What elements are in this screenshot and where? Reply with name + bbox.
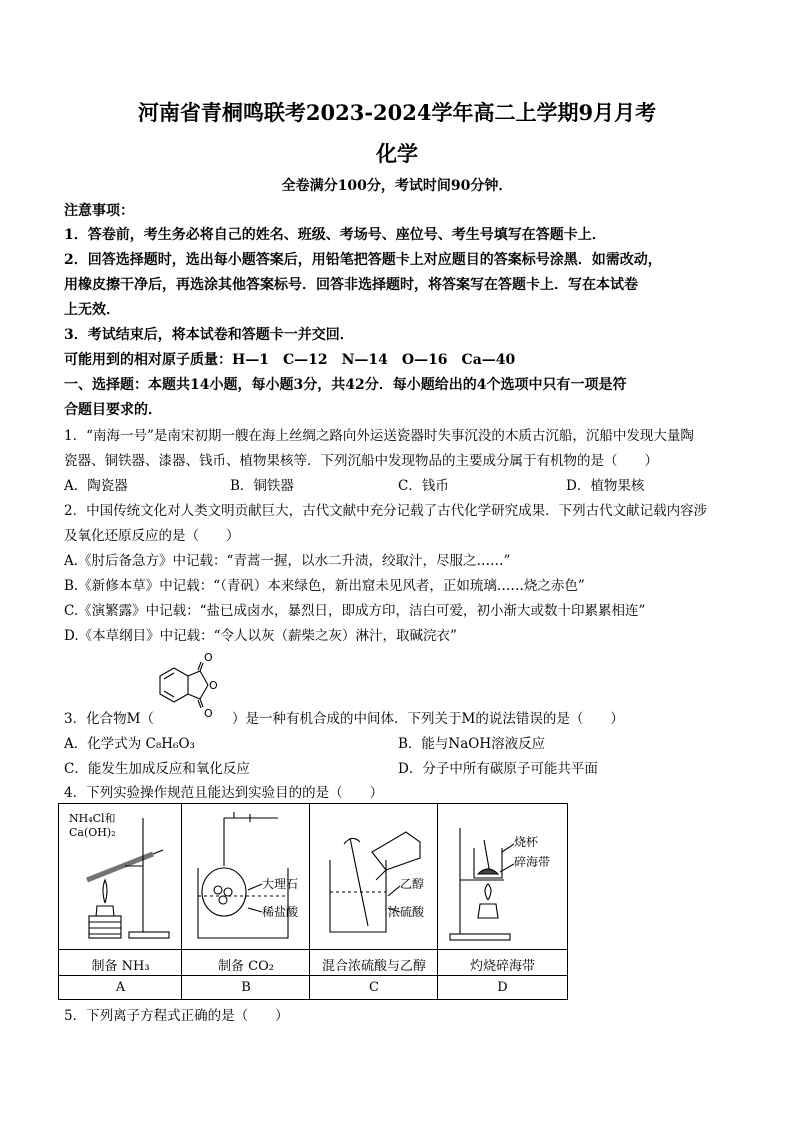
q1-stem-line-2: 瓷器、铜铁器、漆器、钱币、植物果核等．下列沉船中发现物品的主要成分属于有机物的是（ ）	[64, 453, 658, 469]
section-1-heading-line-1: 一、选择题：本题共14小题，每小题3分，共42分．每小题给出的4个选项中只有一项是符	[64, 377, 627, 393]
letter-b: B	[241, 980, 251, 995]
caption-a: 制备 NH₃	[91, 959, 150, 974]
q5-stem: 5．下列离子方程式正确的是（ ）	[64, 1008, 289, 1024]
apparatus-c-label-acid: 浓硫酸	[388, 905, 425, 919]
q3-stem-start: 3．化合物M（	[64, 711, 154, 727]
ring-oxygen: O	[209, 679, 218, 692]
notes-item-2-line-2: 用橡皮擦干净后，再选涂其他答案标号．回答非选择题时，将答案写在答题卡上．写在本试卷	[64, 277, 638, 293]
caption-c: 混合浓硫酸与乙醇	[321, 959, 426, 974]
q3-option-d: D．分子中所有碳原子可能共平面	[398, 761, 598, 777]
notes-item-2-line-1: 2．回答选择题时，选出每小题答案后，用铅笔把答题卡上对应题目的答案标号涂黑．如需改动，	[64, 252, 662, 268]
q2-stem-line-1: 2．中国传统文化对人类文明贡献巨大，古代文献中充分记载了古代化学研究成果．下列古代文献记载内容涉	[64, 503, 708, 519]
apparatus-d-label-beaker: 烧杯	[514, 835, 539, 849]
q2-option-d: D.《本草纲目》中记载：“令人以灰（薪柴之灰）淋汁，取碱浣衣”	[64, 628, 457, 644]
q1-option-a: A．陶瓷器	[64, 478, 128, 494]
q3-option-b: B．能与NaOH溶液反应	[398, 736, 546, 752]
apparatus-b-figure	[188, 808, 308, 946]
section-1-heading-line-2: 合题目要求的．	[64, 402, 162, 418]
notes-heading: 注意事项：	[64, 203, 134, 219]
page-title: 河南省青桐鸣联考2023-2024学年高二上学期9月月考	[137, 100, 657, 125]
notes-item-3: 3．考试结束后，将本试卷和答题卡一并交回．	[64, 327, 354, 343]
caption-d: 灼烧碎海带	[469, 959, 535, 974]
q2-option-c: C.《演繁露》中记载：“盐已成卤水，暴烈日，即成方印，洁白可爱，初小渐大或数十印累累相连”	[64, 603, 646, 619]
q3-option-c: C．能发生加成反应和氧化反应	[64, 761, 250, 777]
apparatus-c-label-ethanol: 乙醇	[400, 877, 425, 891]
subject-title: 化学	[376, 141, 418, 166]
q2-option-b: B.《新修本草》中记载：“（青矾）本来绿色，新出窟未见风者，正如琉璃……烧之赤色”	[64, 578, 585, 594]
letter-c: C	[369, 980, 379, 995]
q3-stem-end: ）是一种有机合成的中间体．下列关于M的说法错误的是（ ）	[232, 711, 624, 727]
apparatus-a-label-line-1: NH₄Cl和	[69, 812, 116, 825]
q3-option-a: A．化学式为 C₈H₆O₃	[64, 736, 195, 752]
letter-a: A	[115, 980, 126, 995]
compound-m-structure	[150, 650, 230, 722]
apparatus-b-label-marble: 大理石	[262, 877, 299, 891]
apparatus-c-figure	[316, 808, 436, 946]
carbonyl-oxygen-top: O	[204, 651, 213, 664]
notes-item-1: 1．答卷前，考生务必将自己的姓名、班级、考场号、座位号、考生号填写在答题卡上．	[64, 227, 606, 243]
apparatus-a-label-line-2: Ca(OH)₂	[69, 826, 116, 839]
caption-b: 制备 CO₂	[218, 959, 274, 974]
experiment-table	[58, 803, 568, 1000]
q1-option-b: B．铜铁器	[230, 478, 294, 494]
q2-option-a: A.《肘后备急方》中记载：“青蒿一握，以水二升渍，绞取汁，尽服之……”	[64, 553, 511, 569]
apparatus-a-figure	[65, 808, 179, 946]
exam-info: 全卷满分100分，考试时间90分钟．	[281, 178, 513, 194]
q1-option-d: D．植物果核	[566, 478, 645, 494]
atomic-masses: 可能用到的相对原子质量：H—1 C—12 N—14 O—16 Ca—40	[64, 352, 516, 368]
q2-stem-line-2: 及氧化还原反应的是（ ）	[64, 528, 240, 544]
q1-option-c: C．钱币	[398, 478, 449, 494]
apparatus-b-label-acid: 稀盐酸	[262, 905, 299, 919]
carbonyl-oxygen-bottom: O	[204, 707, 213, 720]
notes-item-2-line-3: 上无效．	[64, 302, 120, 318]
q4-stem: 4．下列实验操作规范且能达到实验目的的是（ ）	[64, 785, 384, 801]
apparatus-d-label-seaweed: 碎海带	[514, 855, 551, 869]
apparatus-d-figure	[444, 808, 566, 946]
letter-d: D	[497, 980, 508, 995]
q1-stem-line-1: 1．“南海一号”是南宋初期一艘在海上丝绸之路向外运送瓷器时失事沉没的木质古沉船，沉船中发现大量陶	[64, 428, 694, 444]
